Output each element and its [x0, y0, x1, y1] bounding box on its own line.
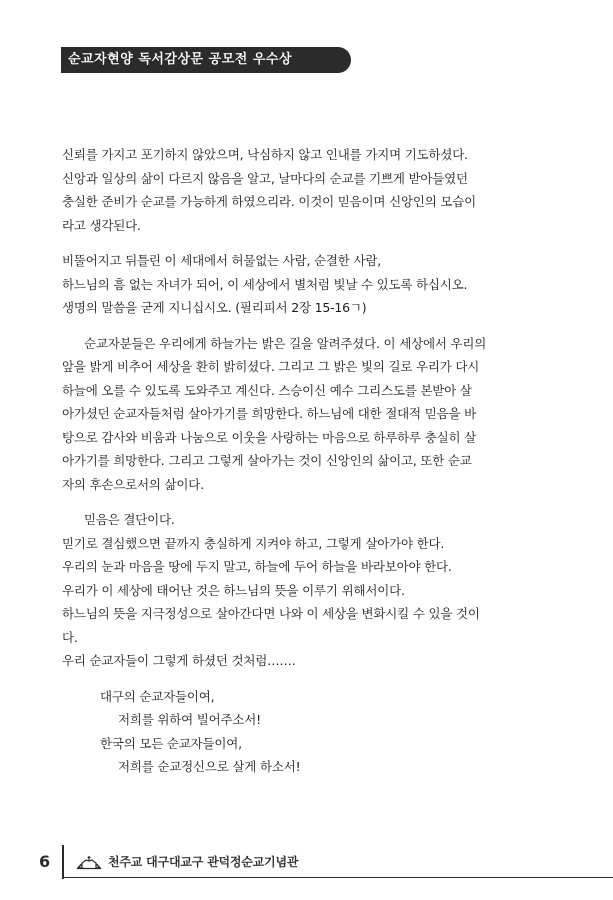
- paragraph-gap: [62, 237, 562, 249]
- paragraph-line: 아가기를 희망한다. 그리고 그렇게 살아가는 것이 신앙인의 삶이고, 또한 순교: [62, 453, 472, 468]
- prayer-line: 저희를 위하여 빌어주소서!: [118, 712, 261, 727]
- paragraph-line: 하늘에 오를 수 있도록 도와주고 계신다. 스승이신 예수 그리스도를 본받아 살: [62, 382, 472, 398]
- scripture-line: 하느님의 흠 없는 자녀가 되어, 이 세상에서 별처럼 빛날 수 있도록 하십시오.: [62, 276, 468, 292]
- prayer-line: 대구의 순교자들이여,: [100, 688, 215, 704]
- paragraph-line: 우리가 이 세상에 태어난 것은 하느님의 뜻을 이루기 위해서이다.: [62, 582, 405, 598]
- paragraph-line: 순교자분들은 우리에게 하늘가는 밝은 길을 알려주셨다. 이 세상에서 우리의: [84, 335, 487, 351]
- paragraph-line: 믿음은 결단이다.: [84, 512, 175, 527]
- paragraph-gap: [62, 673, 562, 685]
- paragraph-line: 신앙과 일상의 삶이 다르지 않음을 알고, 날마다의 순교를 기쁘게 받아들였던: [62, 170, 468, 186]
- paragraph-line: 우리의 눈과 마음을 땅에 두지 말고, 하늘에 두어 하늘을 바라보아야 한다.: [62, 559, 452, 574]
- paragraph-gap: [62, 496, 562, 508]
- scripture-line: 생명의 말씀을 굳게 지니십시오. (필리피서 2장 15-16ㄱ): [62, 300, 367, 315]
- prayer-line: 한국의 모든 순교자들이여,: [100, 735, 242, 751]
- document-body: [62, 143, 562, 779]
- paragraph-line: 앞을 밝게 비추어 세상을 환히 밝히셨다. 그리고 그 밝은 빛의 길로 우리가 다시: [62, 359, 480, 374]
- church-logo-icon: [76, 852, 102, 870]
- paragraph-line: 다.: [62, 629, 78, 645]
- paragraph-line: 믿기로 결심했으면 끝까지 충실하게 지켜야 하고, 그렇게 살아가야 한다.: [62, 535, 445, 551]
- paragraph-line: 충실한 준비가 순교를 가능하게 하였으리라. 이것이 믿음이며 신앙인의 모습이: [62, 194, 476, 209]
- page-title: 순교자현양 독서감상문 공모전 우수상: [68, 52, 293, 67]
- paragraph-gap: [62, 320, 562, 332]
- footer-divider: [62, 845, 64, 879]
- paragraph-line: 하느님의 뜻을 지극정성으로 살아간다면 나와 이 세상을 변화시킬 수 있을 것이: [62, 606, 480, 621]
- prayer-line: 저희를 순교정신으로 살게 하소서!: [118, 759, 301, 774]
- paragraph-line: 아가셨던 순교자들처럼 살아가기를 희망한다. 하느님에 대한 절대적 믿음을 바: [62, 406, 476, 421]
- page-number: 6: [39, 852, 51, 871]
- footer-title: 천주교 대구대교구 관덕정순교기념관: [108, 855, 299, 869]
- paragraph-line: 라고 생각된다.: [62, 217, 141, 233]
- paragraph-line: 우리 순교자들이 그렇게 하셨던 것처럼…….: [62, 653, 296, 668]
- scripture-line: 비뚤어지고 뒤틀린 이 세대에서 허물없는 사람, 순결한 사람,: [62, 253, 381, 268]
- paragraph-line: 탕으로 감사와 비움과 나눔으로 이웃을 사랑하는 마음으로 하루하루 충실히 살: [62, 429, 476, 445]
- paragraph-line: 자의 후손으로서의 삶이다.: [62, 476, 204, 492]
- paragraph-line: 신뢰를 가지고 포기하지 않았으며, 낙심하지 않고 인내를 가지며 기도하셨다.: [62, 147, 468, 162]
- footer-rule: [64, 877, 613, 878]
